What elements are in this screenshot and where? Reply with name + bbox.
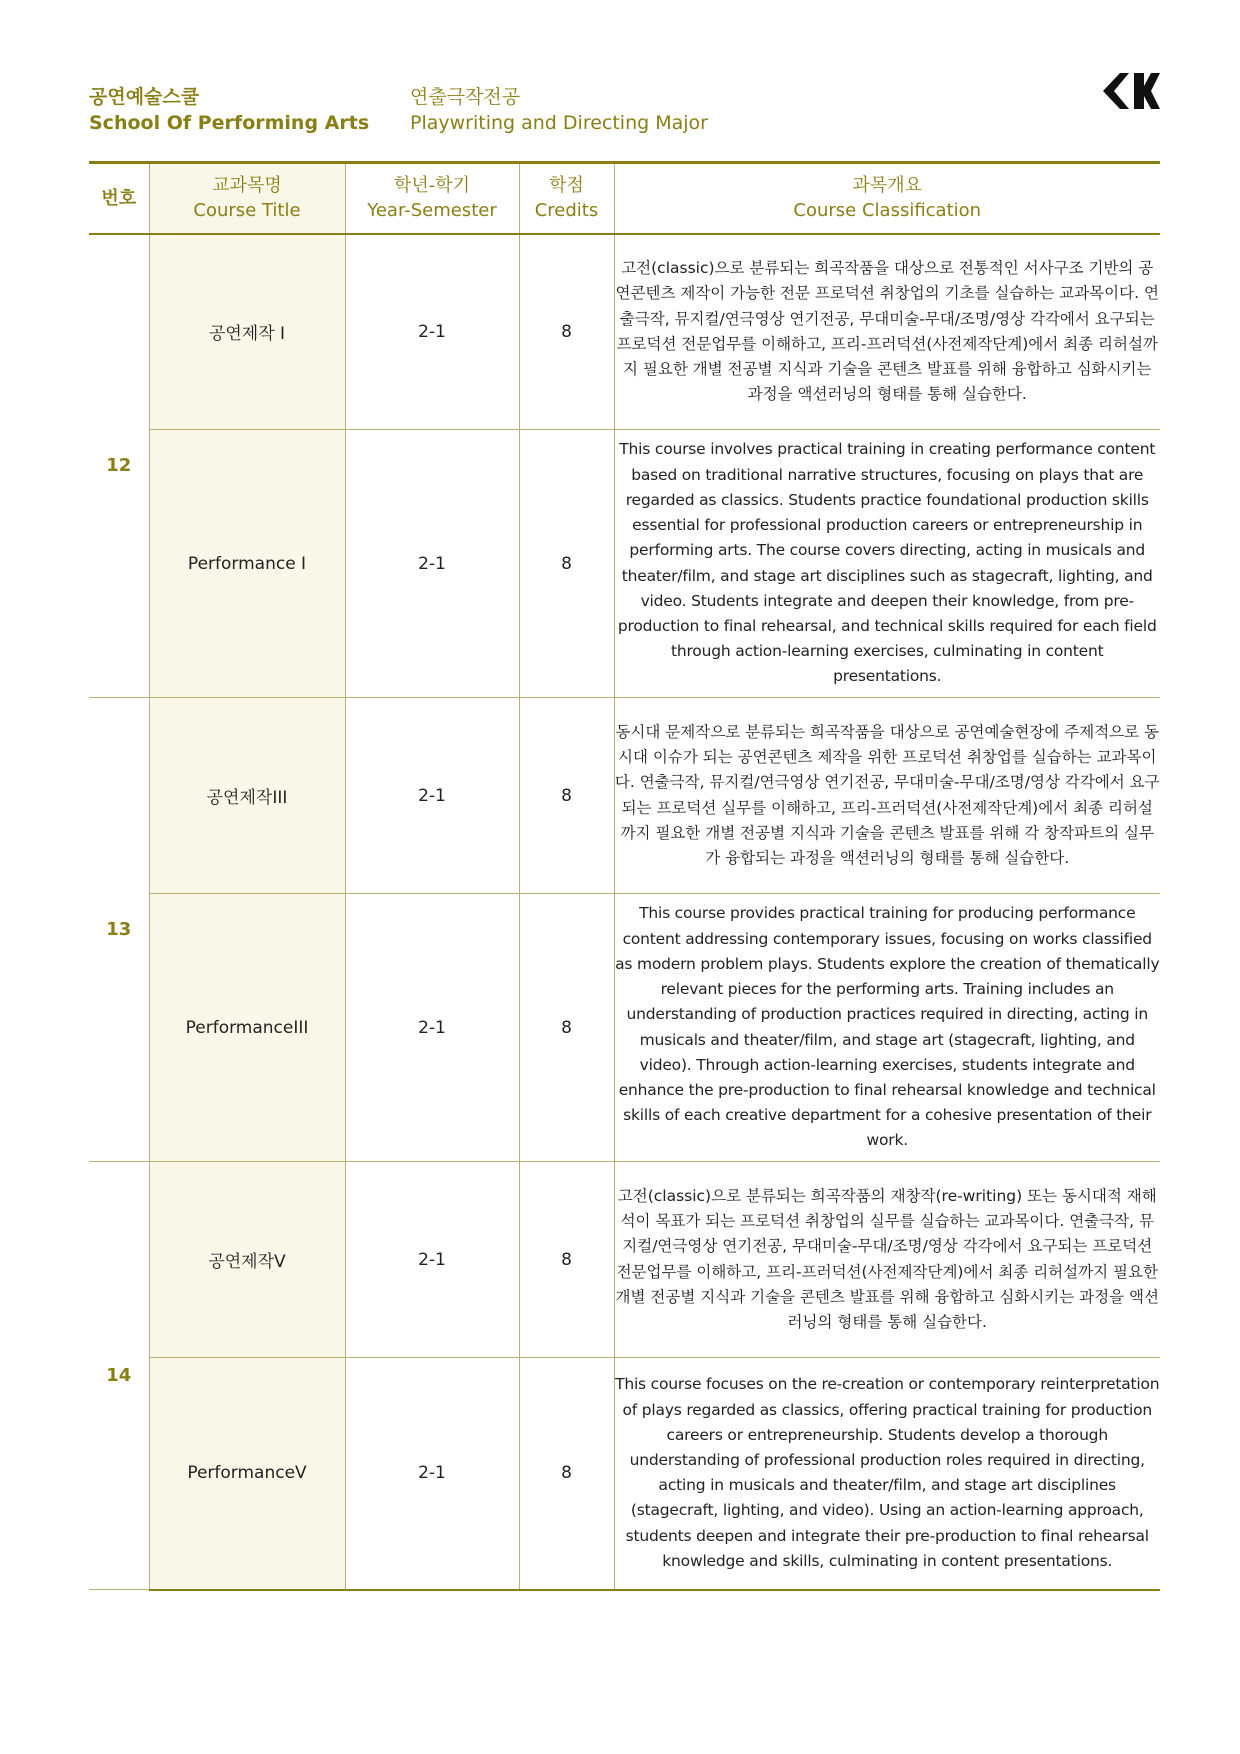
- credits: 8: [519, 234, 614, 430]
- table-row: [89, 894, 1160, 1162]
- header-year-semester: 학년-학기 Year-Semester: [345, 163, 519, 234]
- course-description: This course provides practical training for producing performance content addressing contemporary issues, focusing on works classified as modern problem plays. Students explore the creation of thematically relevant pieces for the performing arts. Training includes an understanding of production practices required in directing, acting in musicals and theater/film, and stage art (stagecraft, lighting, and video). Through action-learning exercises, students integrate and enhance the pre-production to final rehearsal knowledge and technical skills of each creative department for a cohesive presentation of their work.: [614, 894, 1160, 1162]
- course-title: Performance I: [149, 430, 345, 698]
- major-name: [410, 84, 708, 136]
- table-header-row: [89, 163, 1160, 234]
- major-name-kr: 연출극작전공: [410, 86, 521, 108]
- header-number: 번호: [89, 163, 149, 234]
- course-description: 고전(classic)으로 분류되는 희곡작품을 대상으로 전통적인 서사구조 기반의 공연콘텐츠 제작이 가능한 전문 프로덕션 취창업의 기초를 실습하는 교과목이다. 연출극작, 뮤지컬/연극영상 연기전공, 무대미술-무대/조명/영상 각각에서 요구되는 프로덕션 전문업무를 이해하고, 프리-프러덕션(사전제작단계)에서 최종 리허설까지 필요한 개별 전공별 지식과 기술을 콘텐츠 발표를 위해 융합하고 심화시키는 과정을 액션러닝의 형태를 통해 실습한다.: [614, 234, 1160, 430]
- header-course-title: 교과목명 Course Title: [149, 163, 345, 234]
- course-description: 고전(classic)으로 분류되는 희곡작품의 재창작(re-writing) 또는 동시대적 재해석이 목표가 되는 프로덕션 취창업의 실무를 실습하는 교과목이다. 연출극작, 뮤지컬/연극영상 연기전공, 무대미술-무대/조명/영상 각각에서 요구되는 프로덕션 전문업무를 이해하고, 프리-프러덕션(사전제작단계)에서 최종 리허설까지 필요한 개별 전공별 지식과 기술을 콘텐츠 발표를 위해 융합하고 심화시키는 과정을 액션러닝의 형태를 통해 실습한다.: [614, 1162, 1160, 1358]
- year-semester: 2-1: [345, 1162, 519, 1358]
- major-name-en: Playwriting and Directing Major: [410, 112, 708, 134]
- header-course-classification: 과목개요 Course Classification: [614, 163, 1160, 234]
- table-row: [89, 234, 1160, 430]
- row-number: 12: [89, 234, 149, 698]
- credits: 8: [519, 1162, 614, 1358]
- year-semester: 2-1: [345, 234, 519, 430]
- table-row: [89, 698, 1160, 894]
- year-semester: 2-1: [345, 1358, 519, 1590]
- course-title: 공연제작 I: [149, 234, 345, 430]
- row-number: 14: [89, 1162, 149, 1590]
- course-description: This course involves practical training in creating performance content based on traditional narrative structures, focusing on plays that are regarded as classics. Students practice foundational production skills essential for professional production careers or entrepreneurship in performing arts. The course covers directing, acting in musicals and theater/film, and stage art disciplines such as stagecraft, lighting, and video. Students integrate and deepen their knowledge, from pre-production to final rehearsal, and technical skills required for each field through action-learning exercises, culminating in content presentations.: [614, 430, 1160, 698]
- year-semester: 2-1: [345, 894, 519, 1162]
- table-row: [89, 1358, 1160, 1590]
- year-semester: 2-1: [345, 698, 519, 894]
- school-name-en: School Of Performing Arts: [89, 112, 370, 134]
- row-number: 13: [89, 698, 149, 1162]
- school-name: [89, 84, 369, 136]
- credits: 8: [519, 894, 614, 1162]
- ck-logo-icon: [1100, 70, 1160, 112]
- course-table: [89, 161, 1160, 1591]
- credits: 8: [519, 698, 614, 894]
- course-title: 공연제작V: [149, 1162, 345, 1358]
- year-semester: 2-1: [345, 430, 519, 698]
- table-row: [89, 430, 1160, 698]
- credits: 8: [519, 1358, 614, 1590]
- course-title: PerformanceIII: [149, 894, 345, 1162]
- course-title: PerformanceV: [149, 1358, 345, 1590]
- school-name-kr: 공연예술스쿨: [89, 86, 200, 108]
- course-description: 동시대 문제작으로 분류되는 희곡작품을 대상으로 공연예술현장에 주제적으로 동시대 이슈가 되는 공연콘텐츠 제작을 위한 프로덕션 취창업를 실습하는 교과목이다. 연출극작, 뮤지컬/연극영상 연기전공, 무대미술-무대/조명/영상 각각에서 요구되는 프로덕션 실무를 이해하고, 프리-프러덕션(사전제작단계)에서 최종 리허설까지 필요한 개별 전공별 지식과 기술을 콘텐츠 발표를 위해 각 창작파트의 실무가 융합되는 과정을 액션러닝의 형태를 통해 실습한다.: [614, 698, 1160, 894]
- credits: 8: [519, 430, 614, 698]
- header-credits: 학점 Credits: [519, 163, 614, 234]
- course-description: This course focuses on the re-creation or contemporary reinterpretation of plays regarded as classics, offering practical training for production careers or entrepreneurship. Students develop a thorough understanding of professional production roles required in directing, acting in musicals and theater/film, and stage art disciplines (stagecraft, lighting, and video). Using an action-learning approach, students deepen and integrate their pre-production to final rehearsal knowledge and skills, culminating in content presentations.: [614, 1358, 1160, 1590]
- table-row: [89, 1162, 1160, 1358]
- page-header: [89, 84, 1160, 144]
- course-title: 공연제작III: [149, 698, 345, 894]
